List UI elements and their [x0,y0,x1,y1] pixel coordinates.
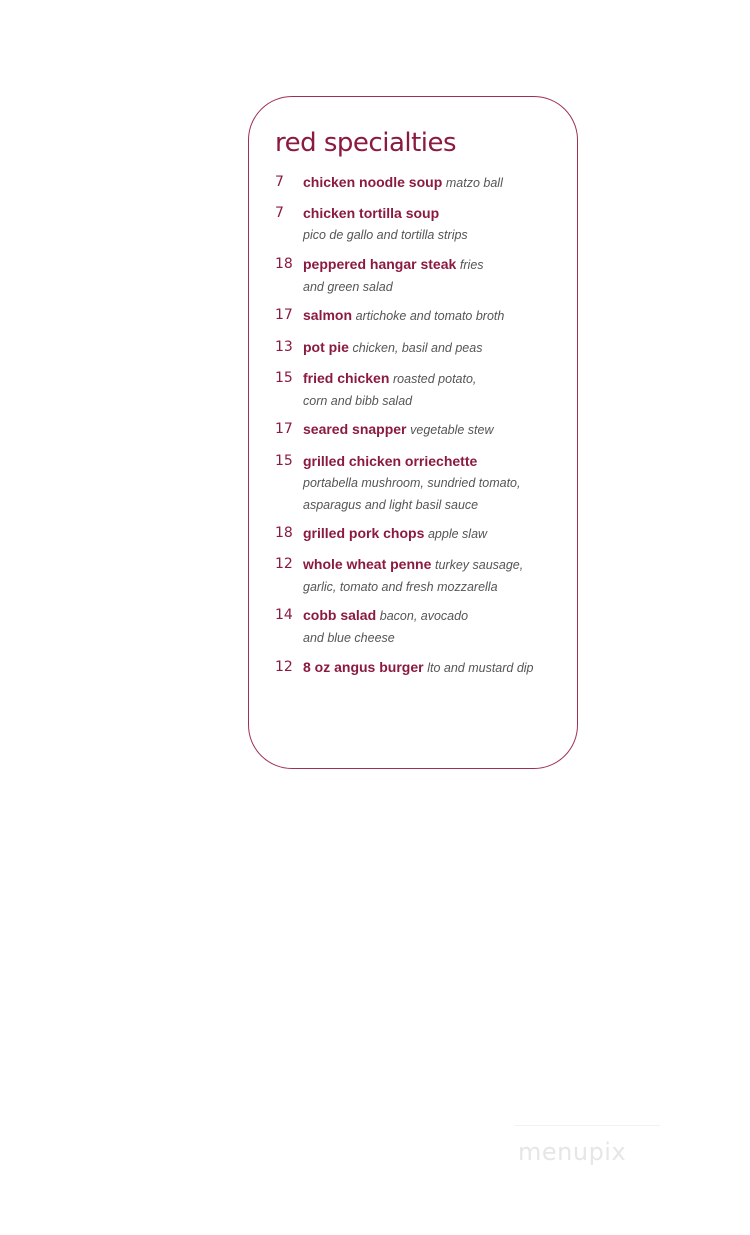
item-description-cont: and blue cheese [303,631,395,645]
item-name: cobb salad [303,607,377,623]
item-description: apple slaw [427,527,488,541]
menu-item [275,368,575,412]
item-description: pico de gallo and tortilla strips [303,228,468,242]
item-description-cont: asparagus and light basil sauce [303,498,479,512]
item-description: turkey sausage, [434,558,524,572]
item-name: grilled chicken orriechette [303,453,478,469]
menu-item [275,305,575,327]
item-description: bacon, avocado [379,609,469,623]
item-description: matzo ball [445,176,503,190]
menu-item [275,605,575,649]
item-name: salmon [303,307,353,323]
menu-item [275,172,575,194]
item-price: 13 [275,339,293,355]
item-price: 18 [275,256,293,272]
item-description-cont: garlic, tomato and fresh mozzarella [303,580,498,594]
menu-item [275,451,575,516]
item-name: chicken noodle soup [303,174,443,190]
item-name: 8 oz angus burger [303,659,424,675]
menu-title: red specialties [275,128,457,158]
item-name: peppered hangar steak [303,256,457,272]
menu-item [275,657,575,679]
item-name: fried chicken [303,370,390,386]
item-description-cont: corn and bibb salad [303,394,413,408]
item-price: 12 [275,659,293,675]
item-name: seared snapper [303,421,407,437]
item-description: lto and mustard dip [427,661,534,675]
item-description-cont: and green salad [303,280,393,294]
watermark-divider [515,1125,660,1126]
item-price: 7 [275,174,284,190]
item-price: 14 [275,607,293,623]
watermark-logo: menupix [518,1138,627,1166]
item-price: 17 [275,421,293,437]
item-price: 7 [275,205,284,221]
item-description: roasted potato, [393,372,477,386]
menu-item [275,254,575,298]
menu-item [275,337,575,359]
menu-item [275,203,575,246]
item-price: 12 [275,556,293,572]
menu-item [275,419,575,441]
item-price: 15 [275,370,293,386]
menu-card [248,96,578,769]
item-price: 17 [275,307,293,323]
item-name: chicken tortilla soup [303,205,440,221]
item-price: 15 [275,453,293,469]
item-description: fries [459,258,484,272]
menu-item [275,523,575,545]
item-description: vegetable stew [410,423,494,437]
item-name: pot pie [303,339,349,355]
item-price: 18 [275,525,293,541]
item-description: artichoke and tomato broth [355,309,505,323]
item-name: whole wheat penne [303,556,432,572]
item-description: portabella mushroom, sundried tomato, [303,476,521,490]
menu-item [275,554,575,598]
item-description: chicken, basil and peas [352,341,483,355]
item-name: grilled pork chops [303,525,425,541]
